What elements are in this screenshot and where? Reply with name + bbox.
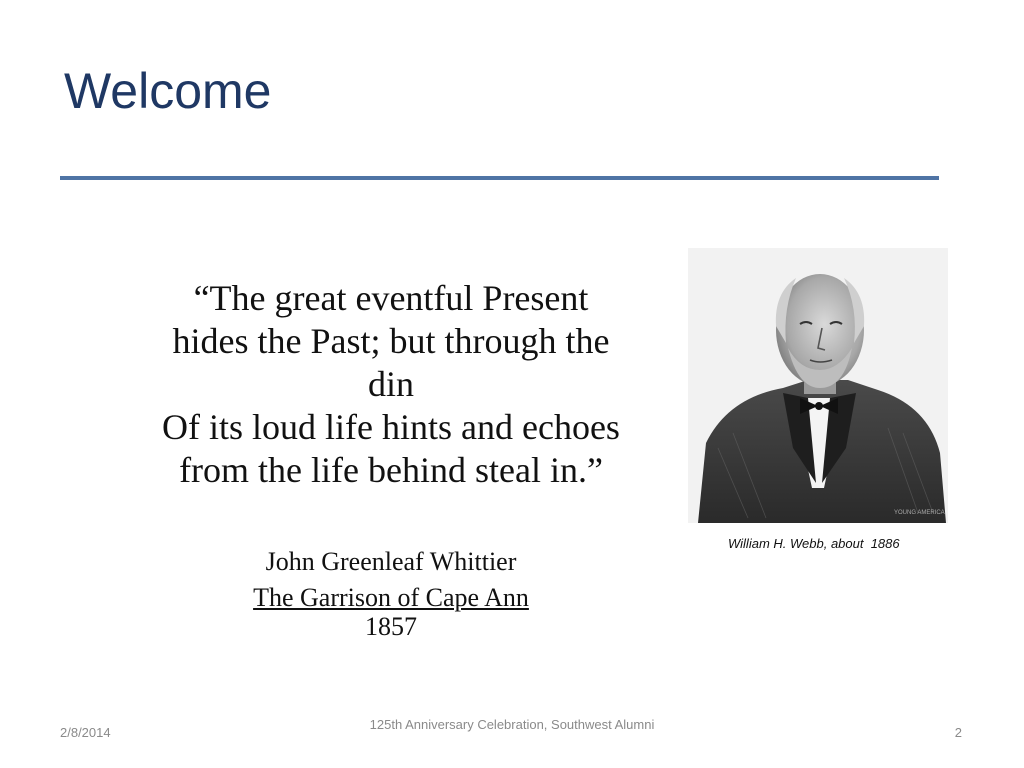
quote-line: Of its loud life hints and echoes bbox=[162, 407, 620, 447]
footer-date: 2/8/2014 bbox=[60, 725, 111, 740]
quote-year: 1857 bbox=[365, 612, 417, 641]
quote-attribution bbox=[96, 546, 686, 642]
quote-line: from the life behind steal in.” bbox=[179, 450, 603, 490]
portrait-image bbox=[688, 248, 948, 523]
quote-line: din bbox=[367, 364, 414, 404]
title-divider bbox=[60, 176, 939, 180]
quote-line: hides the Past; but through the bbox=[172, 321, 610, 361]
slide-title: Welcome bbox=[64, 63, 272, 119]
quote-author: John Greenleaf Whittier bbox=[265, 547, 517, 576]
quote-work-title: The Garrison of Cape Ann bbox=[253, 583, 529, 612]
portrait-corner-text: YOUNG AMERICA bbox=[894, 510, 945, 516]
portrait-caption: William H. Webb, about 1886 bbox=[728, 536, 900, 551]
quote-line: “The great eventful Present bbox=[193, 278, 589, 318]
page-number: 2 bbox=[954, 725, 962, 740]
portrait-engraving bbox=[688, 248, 948, 523]
quote bbox=[96, 277, 686, 492]
footer-title: 125th Anniversary Celebration, Southwest Alumni bbox=[369, 717, 655, 732]
